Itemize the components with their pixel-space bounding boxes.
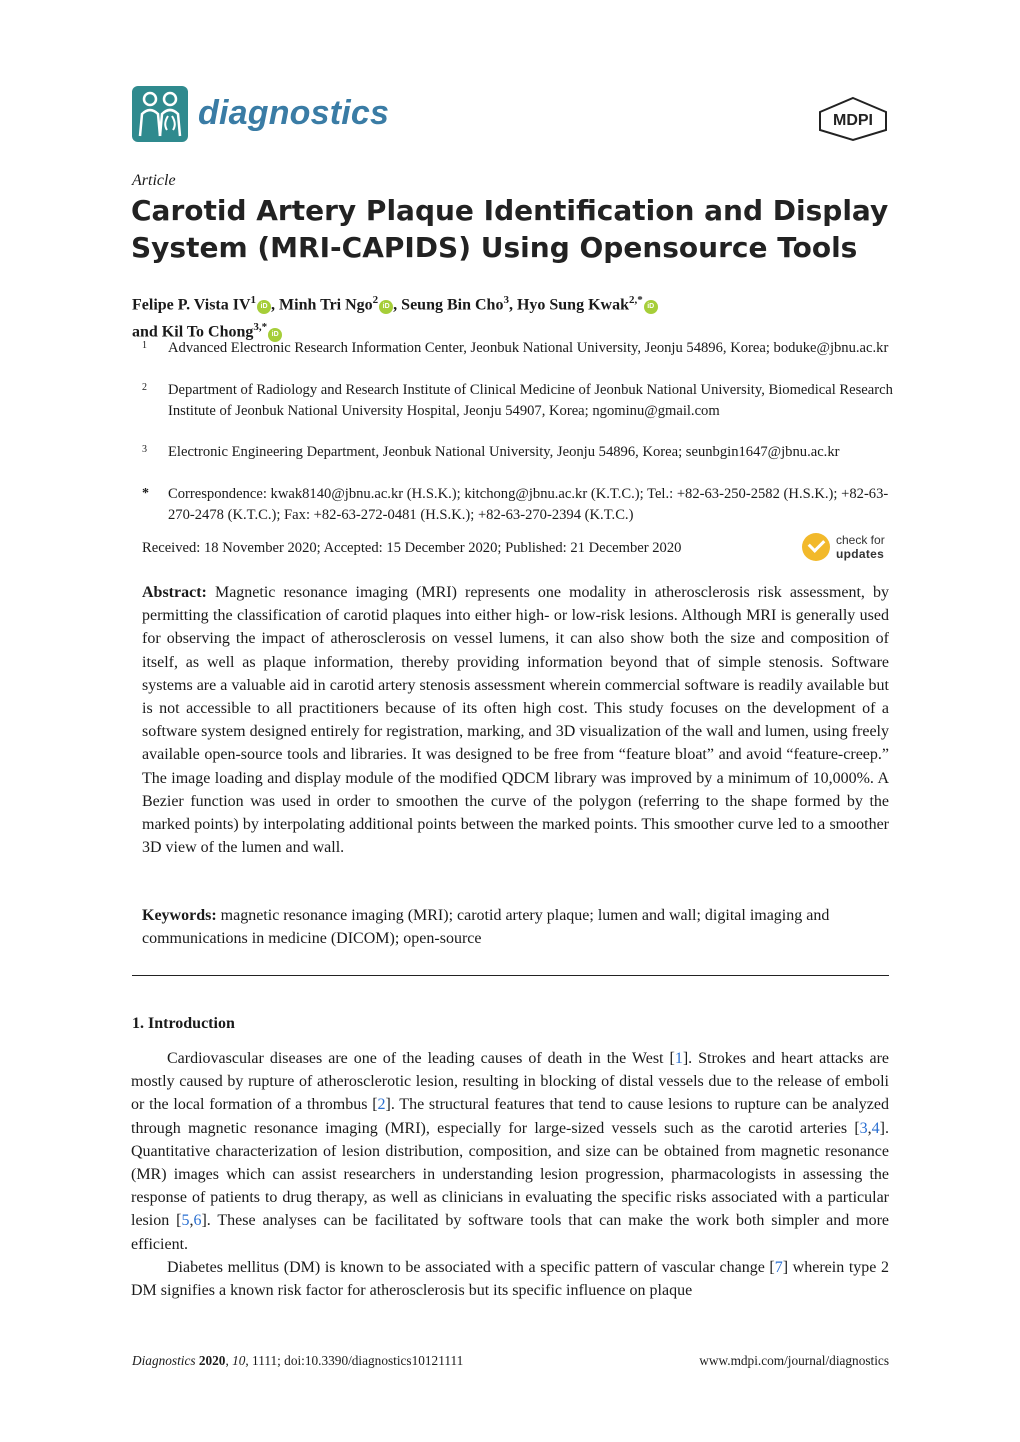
paragraph-1 <box>131 1047 889 1256</box>
affiliation-mark: 1 <box>142 340 147 351</box>
affiliation <box>142 442 902 463</box>
checkmark-icon <box>802 533 830 561</box>
author-separator: , <box>393 296 402 314</box>
abstract-text: Magnetic resonance imaging (MRI) represents one modality in atherosclerosis risk assessment, by permitting the classification of carotid plaques into either high- or low-risk lesions. Although MRI is generally used for observing the impact of atherosclerosis on vessel lumens, it can also show both the size and composition of itself, as well as plaque information, thereby providing information beyond that of simple stenosis. Software systems are a valuable aid in carotid artery stenosis assessment wherein commercial software is readily available but is not accessible to all practitioners because of its often high cost. This study focuses on the development of a software system designed entirely for registration, marking, and 3D visualization of the wall and lumen, using freely available open-source tools and libraries. It was designed to be free from “feature bloat” and avoid “feature-creep.” The image loading and display module of the modified QDCM library was improved by a minimum of 10,000%. A Bezier function was used in order to smoothen the curve of the polygon (referring to the shape formed by the marked points) by interpolating additional points between the marked points. This smoother curve led to a smoother 3D view of the lumen and wall. <box>142 584 890 857</box>
author-affiliation-mark: 2,* <box>628 294 643 306</box>
author-affiliation-mark: 3 <box>503 294 509 306</box>
keywords <box>142 904 889 950</box>
paragraph-text: , <box>867 1119 872 1137</box>
citation-link[interactable]: 5 <box>181 1212 190 1230</box>
author-name: Seung Bin Cho <box>401 296 504 314</box>
footer-citation: Diagnostics 2020, 10, 1111; doi:10.3390/diagnostics10121111 <box>132 1353 464 1368</box>
orcid-icon[interactable]: iD <box>644 300 658 314</box>
author-name: Felipe P. Vista IV <box>132 296 251 314</box>
orcid-icon[interactable]: iD <box>268 328 282 342</box>
author-separator: , <box>271 296 280 314</box>
paragraph-text: , <box>189 1212 194 1230</box>
paragraph-text: Diabetes mellitus (DM) is known to be associated with a specific pattern of vascular change [ <box>167 1258 775 1276</box>
author-separator: , <box>508 296 517 314</box>
paragraph-2 <box>131 1256 889 1302</box>
correspondence-mark: * <box>142 486 149 501</box>
paragraph-text: ]. These analyses can be facilitated by software tools that can make the work both simpler and more efficient. <box>131 1212 890 1253</box>
paragraph-text: ]. Quantitative characterization of lesion distribution, composition, and size can be obtained from magnetic resonance (MR) images which can assist researchers in understanding lesion progression, pharmacologists in assessing the response of patients to drug therapy, as well as clinicians in evaluating the specific risks associated with a particular lesion [ <box>131 1119 889 1230</box>
citation-link[interactable]: 7 <box>774 1258 783 1276</box>
journal-name: diagnostics <box>198 94 390 132</box>
affiliation <box>142 338 902 359</box>
citation-link[interactable]: 6 <box>193 1212 202 1230</box>
citation-link[interactable]: 2 <box>377 1096 386 1114</box>
footer-volume: 10 <box>232 1353 246 1368</box>
citation-link[interactable]: 4 <box>871 1119 880 1137</box>
body-text <box>131 1047 889 1302</box>
citation-link[interactable]: 3 <box>859 1119 868 1137</box>
journal-logo <box>132 86 188 142</box>
author-name: and Kil To Chong <box>132 323 254 341</box>
publication-dates: Received: 18 November 2020; Accepted: 15 December 2020; Published: 21 December 2020 <box>142 540 682 556</box>
abstract <box>142 581 889 859</box>
section-divider <box>132 975 889 976</box>
article-type: Article <box>132 172 176 189</box>
correspondence-text: Correspondence: kwak8140@jbnu.ac.kr (H.S.K.); kitchong@jbnu.ac.kr (K.T.C.); Tel.: +82-63-250-2582 (H.S.K.); +82-63-270-2478 (K.T.C.); Fax: +82-63-272-0481 (H.S.K.); +82-63-270-2394 (K.T.C.) <box>168 486 889 523</box>
affiliation-mark: 3 <box>142 444 147 455</box>
author-affiliation-mark: 1 <box>250 294 257 306</box>
mdpi-logo <box>816 96 890 142</box>
affiliation-text: Department of Radiology and Research Institute of Clinical Medicine of Jeonbuk National University, Biomedical Research Institute of Jeonbuk National University Hospital, Jeonju 54907, Korea; ngominu@gmail.com <box>168 382 893 419</box>
updates-label: updates <box>836 547 885 561</box>
section-heading: 1. Introduction <box>132 1015 235 1032</box>
affiliation-mark: 2 <box>142 382 147 393</box>
affiliation-text: Advanced Electronic Research Information Center, Jeonbuk National University, Jeonju 54896, Korea; boduke@jbnu.ac.kr <box>168 340 889 356</box>
paragraph-text: Cardiovascular diseases are one of the leading causes of death in the West [ <box>167 1050 675 1067</box>
author-affiliation-mark: 3,* <box>253 321 268 334</box>
correspondence <box>142 484 902 526</box>
orcid-icon[interactable]: iD <box>257 300 271 314</box>
check-for-label: check for <box>836 533 885 547</box>
publisher-name: MDPI <box>833 112 873 129</box>
paragraph-text: ]. Strokes and heart attacks are mostly caused by rupture of atherosclerotic lesion, resulting in blocking of distal vessels due to the release of emboli or the local formation of a thrombus [ <box>131 1050 890 1114</box>
author-list <box>132 289 892 344</box>
orcid-icon[interactable]: iD <box>379 300 393 314</box>
keywords-text: magnetic resonance imaging (MRI); carotid artery plaque; lumen and wall; digital imaging and communications in medicine (DICOM); open-source <box>142 907 830 948</box>
author-name: Hyo Sung Kwak <box>516 296 629 314</box>
check-for-updates-badge[interactable] <box>802 531 892 565</box>
author-name: Minh Tri Ngo <box>279 296 373 314</box>
paper-title: Carotid Artery Plaque Identification and Display System (MRI-CAPIDS) Using Opensource Tools <box>131 194 889 264</box>
footer-journal: Diagnostics <box>132 1353 196 1368</box>
keywords-label: Keywords: <box>142 907 217 924</box>
paragraph-text: ]. The structural features that tend to cause lesions to rupture can be analyzed through magnetic resonance imaging (MRI), especially for large-sized vessels such as the carotid arteries [ <box>131 1096 889 1137</box>
affiliation <box>142 380 902 422</box>
footer-url[interactable]: www.mdpi.com/journal/diagnostics <box>699 1353 889 1368</box>
affiliation-text: Electronic Engineering Department, Jeonbuk National University, Jeonju 54896, Korea; seunbgin1647@jbnu.ac.kr <box>168 444 840 460</box>
author-affiliation-mark: 2 <box>372 294 379 306</box>
paragraph-text: ] wherein type 2 DM signifies a known risk factor for atherosclerosis but its specific influence on plaque <box>131 1258 889 1300</box>
footer-doi: , 1111; doi:10.3390/diagnostics10121111 <box>245 1353 464 1368</box>
citation-link[interactable]: 1 <box>674 1050 683 1067</box>
abstract-label: Abstract: <box>142 584 207 601</box>
footer-year: 2020 <box>198 1353 226 1368</box>
